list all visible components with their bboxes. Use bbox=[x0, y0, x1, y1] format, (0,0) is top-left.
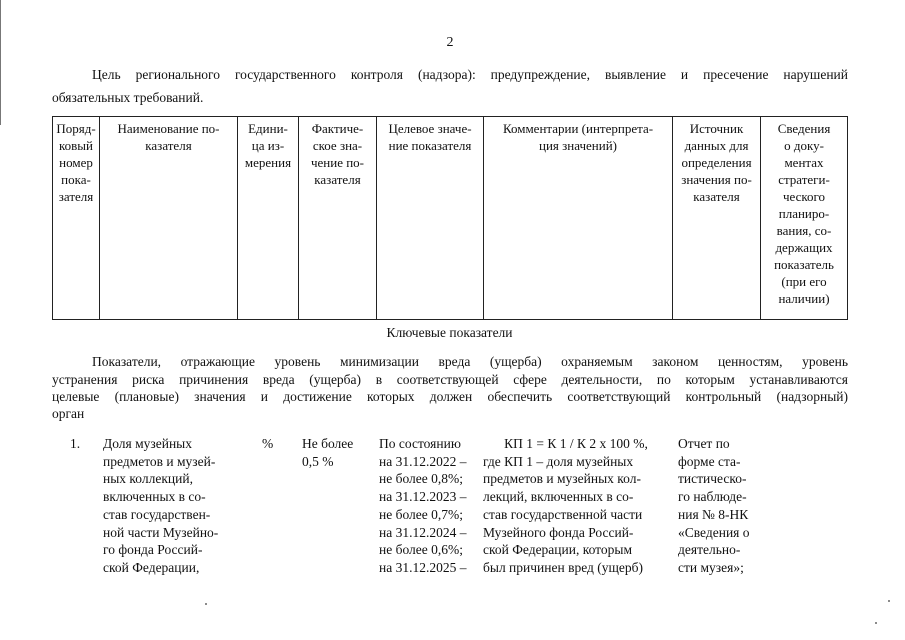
text-line: ской Федерации, которым bbox=[483, 542, 633, 558]
header-cell-strategic-documents bbox=[761, 117, 848, 320]
header-text-line: пока- bbox=[61, 172, 91, 187]
paragraph-line: целевые (плановые) значения и достижение которых должен обеспечить соответствующий контрольный (надзорный) bbox=[52, 389, 848, 404]
text-line: форме ста- bbox=[678, 453, 741, 469]
header-text-line: ментах bbox=[784, 155, 824, 170]
header-text-line: Сведения bbox=[777, 121, 831, 136]
text-line: го наблюде- bbox=[678, 489, 747, 505]
row-target-value bbox=[379, 435, 479, 577]
header-text-line: ция значений) bbox=[539, 138, 617, 153]
header-text-line: стратеги- bbox=[778, 172, 830, 187]
header-text-line: держащих bbox=[775, 240, 833, 255]
header-text-line: данных для bbox=[684, 138, 749, 153]
text-line: сти музея»; bbox=[678, 559, 744, 575]
page-number: 2 bbox=[446, 35, 454, 50]
text-line: ных коллекций, bbox=[103, 471, 193, 487]
text-line: Не более bbox=[302, 436, 354, 451]
scan-speck bbox=[888, 600, 890, 602]
paragraph-line: орган bbox=[52, 406, 85, 421]
header-text-line: казателя bbox=[145, 138, 192, 153]
text-line: не более 0,6%; bbox=[379, 542, 463, 558]
text-line: По состоянию bbox=[379, 436, 461, 451]
row-indicator-name bbox=[103, 435, 243, 577]
header-text-line: зателя bbox=[58, 189, 94, 204]
header-cell-actual-value bbox=[299, 117, 377, 320]
row-actual-value bbox=[302, 435, 372, 470]
header-text-line: значения по- bbox=[681, 172, 752, 187]
header-text-line: чение по- bbox=[310, 155, 365, 170]
indicators-header-table bbox=[52, 116, 848, 320]
row-comment bbox=[483, 435, 669, 577]
text-line: на 31.12.2025 – bbox=[379, 559, 467, 575]
text-line: предметов и музей- bbox=[103, 453, 216, 469]
text-line: был причинен вред (ущерб) bbox=[483, 559, 644, 575]
paragraph-line: устранения риска причинения вреда (ущерба) в соответствующей сфере деятельности, по которым устанавливаются bbox=[52, 372, 848, 387]
header-cell-target-value bbox=[377, 117, 484, 320]
scan-edge-line bbox=[0, 0, 1, 125]
text-line: на 31.12.2024 – bbox=[379, 524, 467, 540]
text-line: го фонда Россий- bbox=[103, 542, 203, 558]
text-line: Отчет по bbox=[678, 436, 730, 451]
text-line: став государственной части bbox=[483, 506, 643, 522]
text-line: ния № 8-НК bbox=[678, 506, 749, 522]
text-line: деятельно- bbox=[678, 542, 741, 558]
text-line: Доля музейных bbox=[103, 436, 192, 451]
header-text-line: определения bbox=[681, 155, 752, 170]
header-text-line: казателя bbox=[693, 189, 740, 204]
indicators-paragraph-first-line: Показатели, отражающие уровень минимизации вреда (ущерба) охраняемым законом ценностям, уровень bbox=[92, 354, 848, 369]
section-title: Ключевые показатели bbox=[386, 325, 513, 340]
header-text-line: планиро- bbox=[778, 206, 830, 221]
header-text-line: наличии) bbox=[778, 291, 830, 306]
header-text-line: Комментарии (интерпрета- bbox=[502, 121, 654, 136]
goal-statement-line-1: Цель регионального государственного контроля (надзора): предупреждение, выявление и пресечение нарушений bbox=[92, 67, 848, 82]
header-cell-unit bbox=[238, 117, 299, 320]
header-cell-order-number bbox=[53, 117, 100, 320]
header-text-line: о доку- bbox=[784, 138, 824, 153]
header-text-line: ковый bbox=[59, 138, 93, 153]
text-line: «Сведения о bbox=[678, 524, 750, 540]
header-text-line: ское зна- bbox=[312, 138, 363, 153]
text-line: лекций, включенных в со- bbox=[483, 489, 634, 505]
text-line: став государствен- bbox=[103, 506, 211, 522]
text-line: не более 0,8%; bbox=[379, 471, 463, 487]
header-cell-indicator-name bbox=[100, 117, 238, 320]
text-line: 0,5 % bbox=[302, 453, 334, 469]
header-row bbox=[53, 117, 848, 320]
text-line: Музейного фонда Россий- bbox=[483, 524, 634, 540]
goal-statement-line-2: обязательных требований. bbox=[52, 90, 204, 105]
header-text-line: номер bbox=[59, 155, 93, 170]
header-text-line: Целевое значе- bbox=[388, 121, 472, 136]
scan-speck bbox=[205, 603, 207, 605]
header-text-line: Наименование по- bbox=[117, 121, 220, 136]
scan-speck bbox=[875, 622, 877, 624]
text-line: включенных в со- bbox=[103, 489, 206, 505]
text-line: не более 0,7%; bbox=[379, 506, 463, 522]
header-text-line: Едини- bbox=[248, 121, 288, 136]
header-text-line: мерения bbox=[244, 155, 292, 170]
text-line: на 31.12.2022 – bbox=[379, 453, 467, 469]
header-text-line: ца из- bbox=[251, 138, 285, 153]
header-text-line: показатель bbox=[774, 257, 834, 272]
header-text-line: ческого bbox=[782, 189, 826, 204]
header-text-line: Источник bbox=[689, 121, 744, 136]
header-cell-comments bbox=[484, 117, 673, 320]
text-line: где КП 1 – доля музейных bbox=[483, 453, 634, 469]
header-text-line: вания, со- bbox=[776, 223, 832, 238]
indicators-paragraph bbox=[52, 371, 848, 422]
row-unit: % bbox=[262, 436, 274, 451]
header-text-line: Фактиче- bbox=[311, 121, 364, 136]
text-line: ной части Музейно- bbox=[103, 524, 219, 540]
header-text-line: Поряд- bbox=[56, 121, 96, 136]
text-line: предметов и музейных кол- bbox=[483, 471, 641, 487]
text-line: на 31.12.2023 – bbox=[379, 489, 467, 505]
header-text-line: ние показателя bbox=[388, 138, 472, 153]
header-text-line: (при его bbox=[781, 274, 827, 289]
header-text-line: казателя bbox=[314, 172, 361, 187]
text-line: ской Федерации, bbox=[103, 559, 200, 575]
row-data-source bbox=[678, 435, 770, 577]
header-cell-data-source bbox=[673, 117, 761, 320]
text-line: КП 1 = К 1 / К 2 х 100 %, bbox=[504, 436, 648, 451]
row-number: 1. bbox=[70, 436, 81, 451]
text-line: тистическо- bbox=[678, 471, 747, 487]
